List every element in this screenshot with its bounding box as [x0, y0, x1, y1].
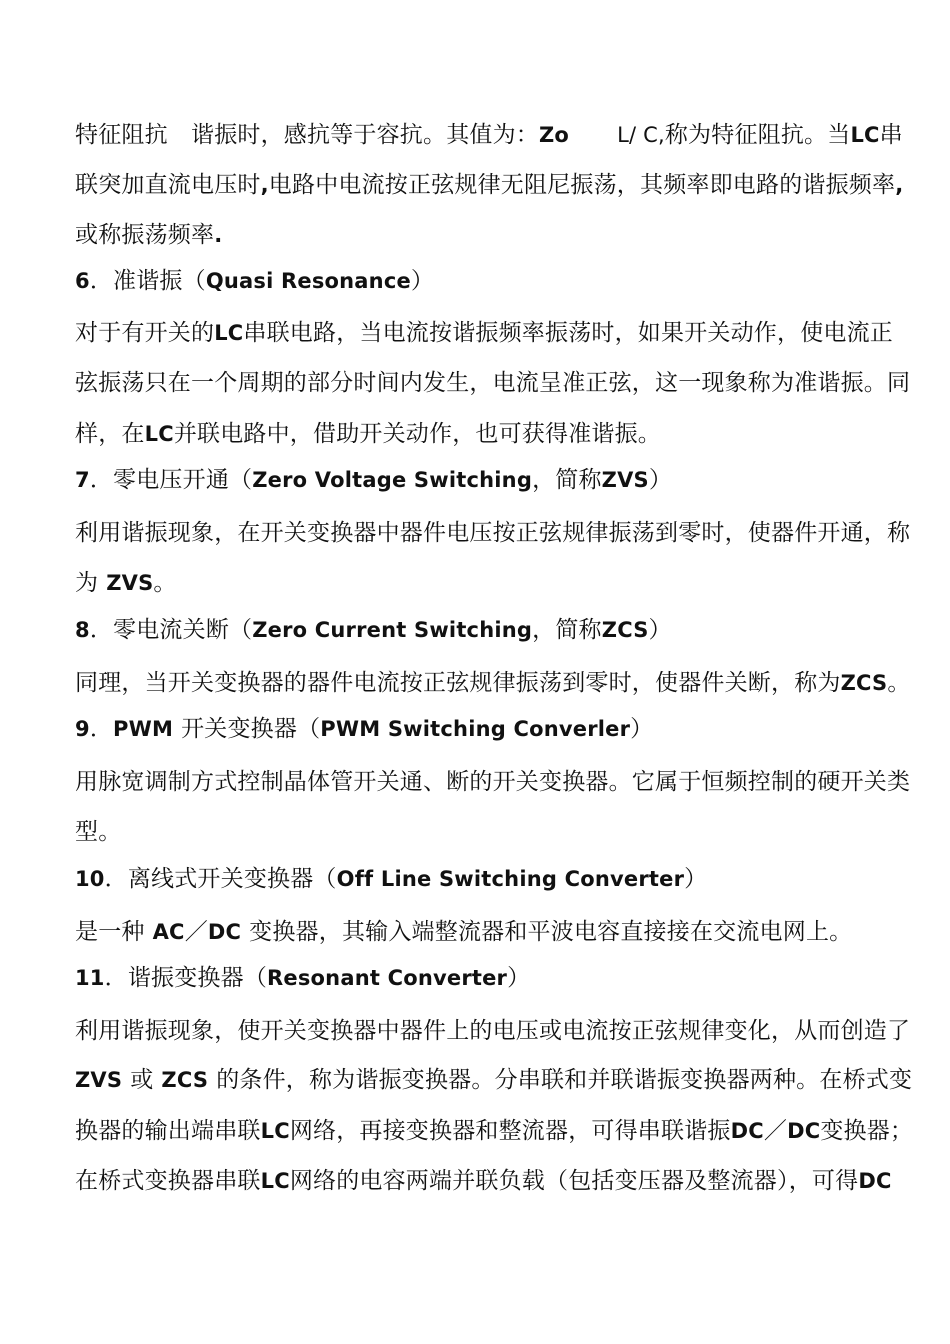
term-lc: LC [850, 123, 880, 147]
heading-mid: ，简称 [532, 467, 602, 493]
term-zcs: ZCS [840, 671, 888, 695]
heading-dot: ． [89, 716, 114, 742]
text-run: 网络的电容两端并联负载（包括变压器及整流器），可得 [289, 1168, 859, 1194]
section-heading-6 [75, 266, 935, 296]
heading-number: 10 [75, 867, 105, 891]
text-run: 称为特征阻抗。当 [664, 122, 851, 148]
text-run: 特征阻抗 谐振时，感抗等于容抗。其值为： [75, 122, 539, 148]
text-run: 或 [130, 1067, 154, 1093]
section-heading-11 [75, 963, 935, 993]
term-zvs: ZVS [75, 1068, 123, 1092]
heading-number: 9 [75, 717, 90, 741]
heading-close: ） [507, 965, 531, 991]
text-run: ／ [184, 919, 208, 945]
heading-english: Quasi Resonance [205, 269, 411, 293]
text-run: 变换器，其输入端整流器和平波电容直接接在交流电网上。 [249, 919, 853, 945]
paragraph-line [75, 1116, 935, 1146]
text-run: 为 [75, 570, 99, 596]
paragraph-line [75, 518, 935, 548]
text-run: ／ [763, 1118, 788, 1144]
text-run: 对于有开关的 [75, 320, 215, 346]
text-run: 同理，当开关变换器的器件电流按正弦规律振荡到零时，使器件关断，称为 [75, 670, 841, 696]
paragraph-line [75, 1166, 935, 1196]
heading-mid: ，简称 [532, 617, 602, 643]
heading-dot: ． [104, 866, 128, 892]
punct: , [260, 173, 269, 197]
paragraph-line [75, 668, 935, 698]
heading-dot: ． [104, 965, 128, 991]
text-run: 。 [887, 670, 911, 696]
heading-title: 零电流关断（ [113, 617, 253, 643]
heading-abbr: ZCS [601, 618, 649, 642]
heading-title: 零电压开通（ [113, 467, 253, 493]
heading-number: 7 [75, 468, 90, 492]
text-run: 或称振荡频率 [75, 222, 215, 248]
heading-title: 准谐振（ [113, 268, 206, 294]
heading-english: PWM Switching Converler [320, 717, 631, 741]
text-run: 并联电路中，借助开关动作，也可获得准谐振。 [173, 421, 662, 447]
text-run: 样，在 [75, 421, 145, 447]
text-run: 变换器； [820, 1118, 914, 1144]
heading-english: Zero Current Switching [252, 618, 533, 642]
text-run: 电路中电流按正弦规律无阻尼振荡，其频率即电路的谐振频率 [268, 172, 896, 198]
text-run: 联突加直流电压时 [75, 172, 261, 198]
heading-english: Resonant Converter [267, 966, 508, 990]
heading-close: ） [648, 467, 673, 493]
formula-lc: L/ C, [617, 123, 665, 147]
heading-dot: ． [89, 268, 114, 294]
paragraph-line [75, 1016, 935, 1046]
text-run: 网络，再接变换器和整流器，可得串联谐振 [289, 1118, 731, 1144]
section-heading-10 [75, 864, 935, 894]
heading-number: 11 [75, 966, 105, 990]
paragraph-line [75, 220, 935, 250]
term-dc: DC [207, 920, 242, 944]
section-heading-8 [75, 615, 935, 645]
punct: , [895, 173, 904, 197]
text-run: 利用谐振现象，使开关变换器中器件上的电压或电流按正弦规律变化，从而创造了 [75, 1018, 911, 1044]
paragraph-line [75, 1065, 935, 1095]
punct: . [214, 223, 223, 247]
heading-dot: ． [89, 617, 114, 643]
term-lc: LC [144, 422, 174, 446]
heading-number: 8 [75, 618, 90, 642]
text-run: 型。 [75, 819, 122, 845]
paragraph-line [75, 767, 935, 797]
term-zcs: ZCS [161, 1068, 209, 1092]
text-run: 在桥式变换器串联 [75, 1168, 261, 1194]
term-lc: LC [260, 1119, 290, 1143]
text-run: 串 [879, 122, 903, 148]
heading-close: ） [684, 866, 708, 892]
text-run: 利用谐振现象，在开关变换器中器件电压按正弦规律振荡到零时，使器件开通，称 [75, 520, 911, 546]
term-zvs: ZVS [106, 571, 154, 595]
text-run: 。 [153, 570, 177, 596]
text-run: 串联电路，当电流按谐振频率振荡时，如果开关动作，使电流正 [243, 320, 894, 346]
term-ac: AC [152, 920, 185, 944]
paragraph-line [75, 318, 935, 348]
heading-pre: PWM [113, 717, 174, 741]
paragraph-line [75, 817, 935, 847]
paragraph-line [75, 368, 935, 398]
paragraph-line [75, 419, 935, 449]
heading-english: Zero Voltage Switching [252, 468, 533, 492]
heading-abbr: ZVS [601, 468, 649, 492]
heading-dot: ． [89, 467, 114, 493]
term-dc: DC [858, 1169, 892, 1193]
text-run: 是一种 [75, 919, 145, 945]
formula-zo: Zo [539, 123, 570, 147]
paragraph-line [75, 120, 935, 150]
paragraph-line [75, 170, 935, 200]
heading-title: 离线式开关变换器（ [127, 866, 337, 892]
heading-close: ） [410, 268, 435, 294]
heading-english: Off Line Switching Converter [336, 867, 685, 891]
text-run: 用脉宽调制方式控制晶体管开关通、断的开关变换器。它属于恒频控制的硬开关类 [75, 769, 911, 795]
term-lc: LC [260, 1169, 290, 1193]
paragraph-line [75, 568, 935, 598]
text-run: 的条件，称为谐振变换器。分串联和并联谐振变换器两种。在桥式变 [216, 1067, 913, 1093]
heading-close: ） [648, 617, 672, 643]
section-heading-7 [75, 465, 935, 495]
section-heading-9 [75, 714, 935, 744]
heading-title: 开关变换器（ [181, 716, 321, 742]
text-run: 换器的输出端串联 [75, 1118, 261, 1144]
heading-number: 6 [75, 269, 90, 293]
heading-close: ） [630, 716, 654, 742]
heading-title: 谐振变换器（ [127, 965, 268, 991]
term-lc: LC [214, 321, 244, 345]
text-run: 弦振荡只在一个周期的部分时间内发生，电流呈准正弦，这一现象称为准谐振。同 [75, 370, 911, 396]
term-dc: DC [787, 1119, 821, 1143]
paragraph-line [75, 917, 935, 947]
term-dc: DC [730, 1119, 764, 1143]
